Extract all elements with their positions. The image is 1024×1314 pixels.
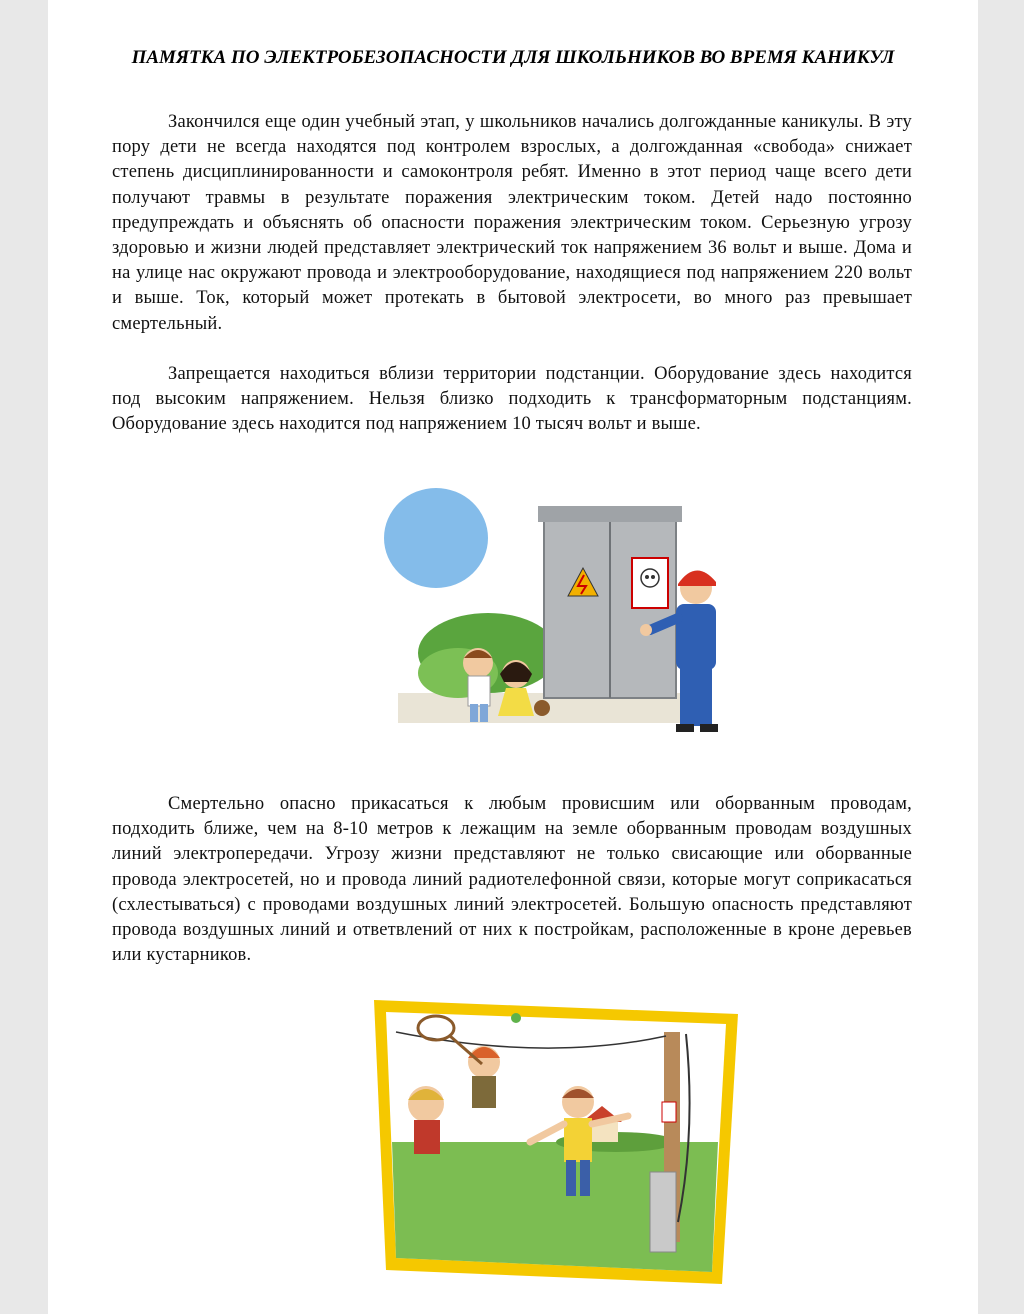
power-pole-illustration (366, 992, 746, 1292)
page-title: ПАМЯТКА ПО ЭЛЕКТРОБЕЗОПАСНОСТИ ДЛЯ ШКОЛЬНИКОВ ВО ВРЕМЯ КАНИКУЛ (131, 47, 895, 68)
paragraph-substation: Запрещается находиться вблизи территории подстанции. Оборудование здесь находится под высоким напряжением. Нельзя близко подходить к трансформаторным подстанциям. Оборудование здесь находится под напряжением 10 тысяч вольт и выше. (112, 364, 912, 435)
butterfly (511, 1013, 521, 1023)
teddy-bear (534, 700, 550, 716)
concrete-base (650, 1172, 676, 1252)
substation-roof (538, 506, 682, 522)
pole-warning-sign (662, 1102, 676, 1122)
sky-cloud (384, 488, 488, 588)
kid-yellow-body (564, 1118, 592, 1162)
boy-body (468, 676, 490, 706)
paragraph-intro: Закончился еще один учебный этап, у школьников начались долгожданные каникулы. В эту пору дети не всегда находятся под контролем взрослых, а долгожданная «свобода» снижает степень дисциплинированности и самоконтроля ребят. Именно в этот период чаще всего дети получают травмы в результате поражения электрическим током. Детей надо постоянно предупреждать и объяснять об опасности поражения электрическим током. Серьезную угрозу здоровью и жизни людей представляет электрический ток напряжением 36 вольт и выше. Дома и на улице нас окружают провода и электрооборудование, находящиеся под напряжением 220 вольт и выше. Ток, который может протекать в бытовой электросети, во много раз превышает смертельный. (112, 112, 912, 334)
kid-blond-body (414, 1120, 440, 1154)
worker-body (676, 604, 716, 670)
worker-helmet (678, 570, 716, 586)
paragraph-wires: Смертельно опасно прикасаться к любым провисшим или оборванным проводам, подходить ближе, чем на 8-10 метров к лежащим на земле оборванным проводам воздушных линий электропередачи. Угрозу жизни представляют не только свисающие или оборванные провода электросетей, но и провода линий радиотелефонной связи, которые могут соприкасаться (схлестываться) с проводами воздушных линий электросетей. Большую опасность представляют провода воздушных линий и ответвлений от них к постройкам, расположенные в кроне деревьев или кустарников. (112, 794, 912, 966)
girl-dress (498, 688, 534, 716)
worker-legs (680, 668, 712, 726)
kid-redhead-body (472, 1076, 496, 1108)
substation-illustration (378, 478, 718, 740)
document-page (48, 0, 978, 1314)
